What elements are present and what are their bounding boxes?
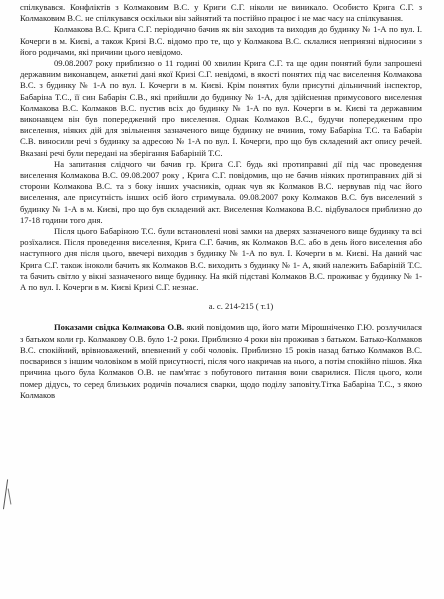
paragraph-1: спілкувався. Конфліктів з Колмаковим В.С. у Криги С.Г. ніколи не виникало. Особисто Крига С.Г. з Колмаковим В.С. не спілкувався оскільки він зайнятий та постійно працює і не має часу на спілкування. (20, 2, 422, 24)
testimony-paragraph (20, 322, 422, 400)
testimony-heading: Показами свідка Колмакова О.В. (54, 322, 185, 333)
paragraph-5: Після цього Бабаріною Т.С. були встановлені нові замки на дверях зазначеного вище будинку та всі розїхалися. Після проведення виселення, Крига С.Г. бачив, як Колмаков В.С. або в день його виселення або наступного дня після цього, ввечері виходив з будинку № 1-А по вул. І. Кочерги в м. Києві. На даний час Крига С.Г. також іноколи бачить як Колмаков В.С. виходить з будинку № 1- А, який належить Бабаріній Т.С. та бачить світло у вікні зазначеного вище будинку. На якій підставі Колмаков В.С. проживає у будинку № 1-А по вул. І. Кочерги в м. Києві Кризі С.Г. незнає. (20, 226, 422, 293)
paragraph-2: Колмакова В.С. Крига С.Г. періодично бачив як він заходив та виходив до будинку № 1-А по вул. І. Кочерги в м. Києві, а також Кризі В.С. відомо про те, що у Колмакова В.С. склалися неприязні відносини з його родичами, які причини цього невідомо. (20, 24, 422, 57)
testimony-text: який повідомив що, його мати Мірошніченко Г.Ю. розлучилася з батьком коли гр. Колмакову О.В. було 1-2 роки. Приблизно 4 роки він проживав з батьком. Батько-Колмаков В.С. спокійний, врівноважений, впевнений у собі чоловік. Приблизно 15 років назад батько Колмаков В.С. посварився з іншим чоловіком в моїй присутності, після чого накричав на нього, а потім спокійно пішов. Яка причина цього була Колмаков О.В. не пам'ятає з побутового питання вони сварилися. Після цього, коли помер дідусь, то серед близьких родичів почалися сварки, щодо поділу заповіту.Тітка Бабаріна Т.С., з якою Колмаков (20, 322, 422, 400)
case-reference: а. с. 214-215 ( т.1) (208, 301, 274, 312)
paragraph-3: 09.08.2007 року приблизно о 11 годині 00 хвилин Крига С.Г. та ще один понятий були запрошені державним виконавцем, анкетні дані якої Кризі С.Г. невідомі, в якості понятих під час виселення Колмакова В.С. з будинку № 1-А по вул. І. Кочерги в м. Києві. Крім понятих були присутні дільничний інспектор, Бабаріна Т.С., її син Бабарін С.В., які прийшли до будинку № 1-А, для здійснення примусового виселення Колмакова В.С. Колмаков В.С. пустив всіх до будинку № 1-А по вул. Кочерги в м. Києві та державним виконавцем він був попереджений про виселення. Однак Колмаков В.С., будучи попередженим про виселення, ніяких дій для звільнення зазначеного вище будинку не вчинив, тому Бабаріна Т.С. та Бабарін С.В. виносили речі з будинку за адресою № 1-А по вул. І. Кочерги, про що був складений акт опису речей. Вказані речі були передані на зберігання Бабаріній Т.С. (20, 58, 422, 158)
paragraph-4: На запитання слідчого чи бачив гр. Крига С.Г. будь які протиправні дії під час проведення виселення Колмакова В.С. 09.08.2007 року , Крига С.Г. повідомив, що не бачив ніяких протиправних дій зі сторони Колмакова В.С. та з боку інших учасників, однак чув як Колмаков В.С. нервував під час його виселення, але присутність інших осіб його стримувала. 09.08.2007 року Колмаков В.С. був виселений з будинку № 1-А в м. Києві, про що був складений акт. Виселення Колмакова В.С. відбувалося приблизно до 17-18 години того дня. (20, 158, 422, 225)
